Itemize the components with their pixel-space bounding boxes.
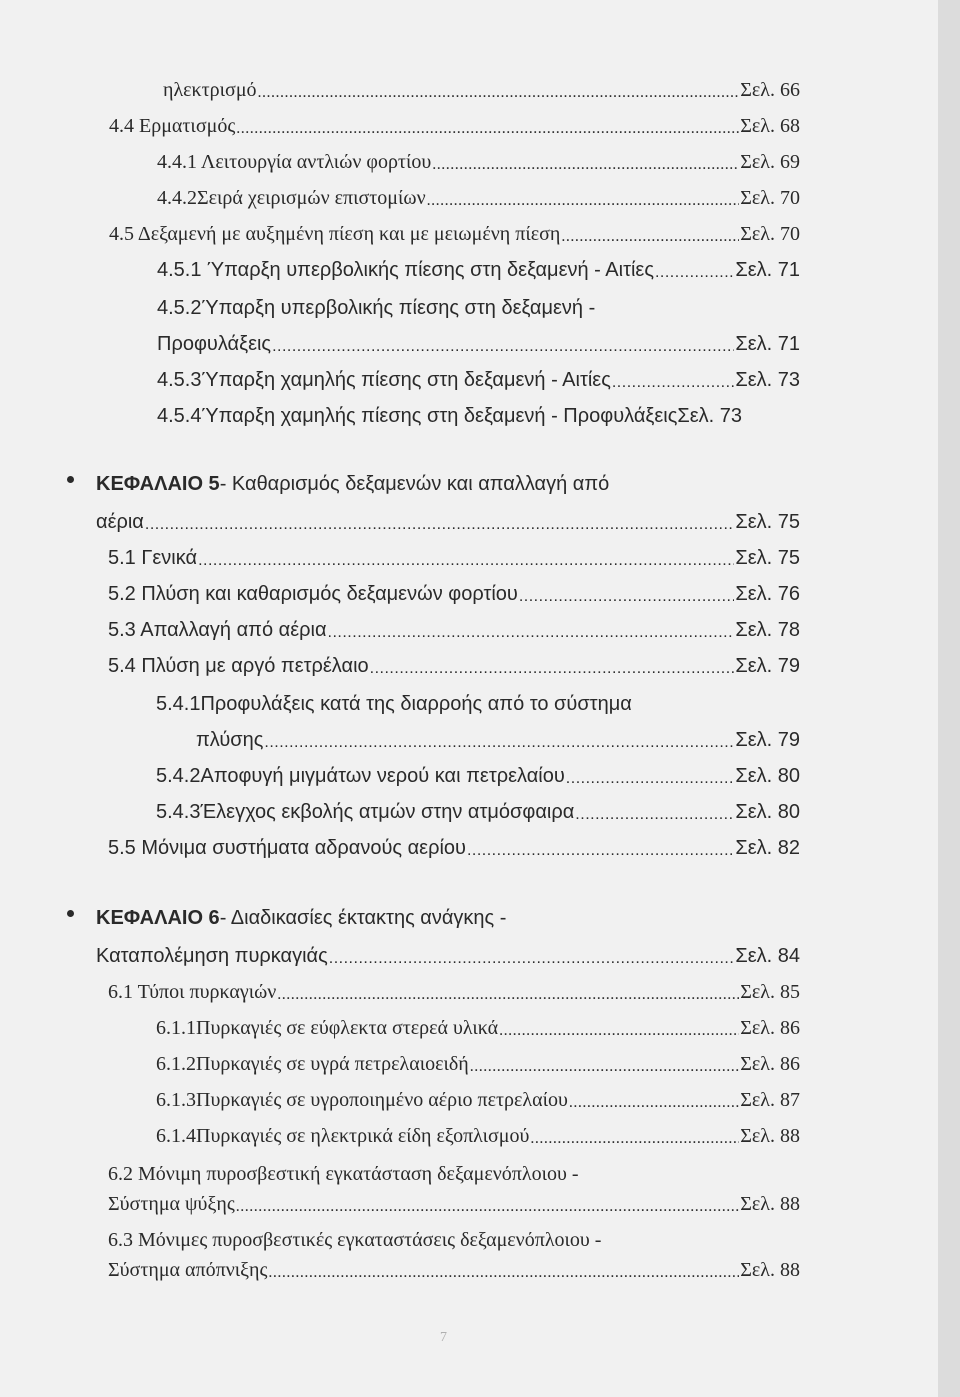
page-number: 7 xyxy=(440,1330,447,1345)
toc-leader-dots xyxy=(236,1192,740,1216)
toc-entry-title: 4.5.3Ύπαρξη χαμηλής πίεσης στη δεξαμενή - Αιτίες xyxy=(157,369,611,391)
chapter-heading xyxy=(96,894,800,930)
toc-entry xyxy=(109,210,800,246)
toc-entry-page: Σελ. 70 xyxy=(740,223,800,245)
toc-entry xyxy=(108,606,800,642)
toc-entry xyxy=(108,570,800,606)
toc-entry-title: 5.4.1Προφυλάξεις κατά της διαρροής από το σύστημα xyxy=(156,693,632,715)
toc-entry-title: 6.1.4Πυρκαγιές σε ηλεκτρικά είδη εξοπλισμού xyxy=(156,1125,530,1147)
chapter-label: ΚΕΦΑΛΑΙΟ 6 xyxy=(96,907,220,929)
toc-entry-title: 5.1 Γενικά xyxy=(108,547,198,569)
toc-leader-dots xyxy=(569,1088,739,1112)
toc-entry-title: 6.2 Μόνιμη πυροσβεστική εγκατάσταση δεξαμενόπλοιου - xyxy=(108,1163,579,1185)
toc-leader-dots xyxy=(612,368,735,392)
toc-leader-dots xyxy=(370,654,735,678)
toc-entry-page: Σελ. 87 xyxy=(740,1089,800,1111)
toc-entry-title: 6.3 Μόνιμες πυροσβεστικές εγκαταστάσεις δεξαμενόπλοιου - xyxy=(108,1229,602,1251)
toc-leader-dots xyxy=(328,618,735,642)
toc-entry xyxy=(156,788,800,824)
toc-entry-title: 4.5.1 Ύπαρξη υπερβολικής πίεσης στη δεξαμενή - Αιτίες xyxy=(157,259,654,281)
toc-entry xyxy=(108,968,800,1004)
toc-entry-page: Σελ. 75 xyxy=(735,547,800,569)
toc-entry-page: Σελ. 75 xyxy=(735,511,800,533)
toc-entry-title: 6.1.3Πυρκαγιές σε υγροποιημένο αέριο πετρελαίου xyxy=(156,1089,568,1111)
chapter-title: - Καθαρισμός δεξαμενών και απαλλαγή από xyxy=(219,473,610,495)
toc-entry xyxy=(157,138,800,174)
toc-entry xyxy=(157,174,800,210)
toc-entry-page: Σελ. 86 xyxy=(740,1053,800,1075)
toc-entry-title: 5.4.3Έλεγχος εκβολής ατμών στην ατμόσφαιρα xyxy=(156,801,575,823)
toc-entry-title: 4.5.2Ύπαρξη υπερβολικής πίεσης στη δεξαμενή - xyxy=(157,297,596,319)
toc-entry-title: 5.5 Μόνιμα συστήματα αδρανούς αερίου xyxy=(108,837,466,859)
toc-entry-page: Σελ. 84 xyxy=(735,945,800,967)
toc-entry-page: Σελ. 66 xyxy=(740,79,800,101)
toc-leader-dots xyxy=(655,258,734,282)
toc-leader-dots xyxy=(432,150,739,174)
toc-entry-title: 5.4.2Αποφυγή μιγμάτων νερού και πετρελαίου xyxy=(156,765,565,787)
toc-leader-dots xyxy=(329,944,735,968)
chapter-title: - Διαδικασίες έκτακτης ανάγκης - xyxy=(219,907,507,929)
toc-entry-title: 6.1.1Πυρκαγιές σε εύφλεκτα στερεά υλικά xyxy=(156,1017,499,1039)
toc-entry xyxy=(196,716,800,752)
toc-leader-dots xyxy=(427,186,740,210)
toc-entry-page: Σελ. 70 xyxy=(740,187,800,209)
toc-entry-title: 4.4 Ερματισμός xyxy=(109,115,236,137)
toc-leader-dots xyxy=(499,1016,739,1040)
toc-entry-title: 4.5.4Ύπαρξη χαμηλής πίεσης στη δεξαμενή - Προφυλάξεις xyxy=(157,405,678,427)
chapter-heading xyxy=(96,460,800,496)
toc-entry-title: 4.5 Δεξαμενή με αυξημένη πίεση και με μειωμένη πίεση xyxy=(109,223,561,245)
toc-entry xyxy=(156,680,800,716)
toc-entry xyxy=(108,642,800,678)
toc-entry-title: 5.4 Πλύση με αργό πετρέλαιο xyxy=(108,655,369,677)
toc-entry-page: Σελ. 80 xyxy=(735,801,800,823)
toc-entry xyxy=(108,534,800,570)
toc-entry xyxy=(108,1246,800,1282)
toc-entry-page: Σελ. 88 xyxy=(740,1125,800,1147)
toc-entry-title: 5.2 Πλύση και καθαρισμός δεξαμενών φορτίου xyxy=(108,583,518,605)
toc-entry xyxy=(96,932,800,968)
toc-leader-dots xyxy=(264,728,734,752)
toc-entry xyxy=(108,1180,800,1216)
toc-entry xyxy=(157,392,800,428)
toc-entry-title: Καταπολέμηση πυρκαγιάς xyxy=(96,945,328,967)
toc-entry xyxy=(108,824,800,860)
toc-entry xyxy=(157,320,800,356)
toc-entry-title: Προφυλάξεις xyxy=(157,333,272,355)
toc-entry-title: αέρια xyxy=(96,511,144,533)
toc-entry-page: Σελ. 69 xyxy=(740,151,800,173)
toc-entry-page: Σελ. 79 xyxy=(735,655,800,677)
toc-entry-page: Σελ. 79 xyxy=(735,729,800,751)
toc-entry-page: Σελ. 85 xyxy=(740,981,800,1003)
toc-leader-dots xyxy=(467,836,734,860)
toc-leader-dots xyxy=(198,546,734,570)
page-edge xyxy=(938,0,960,1397)
toc-leader-dots xyxy=(268,1258,739,1282)
toc-leader-dots xyxy=(272,332,734,356)
toc-entry-title: 6.1 Τύποι πυρκαγιών xyxy=(108,981,277,1003)
toc-entry-title: 5.3 Απαλλαγή από αέρια xyxy=(108,619,327,641)
toc-entry-title: 4.4.2Σειρά χειρισμών επιστομίων xyxy=(157,187,426,209)
toc-entry xyxy=(157,284,800,320)
toc-leader-dots xyxy=(566,764,735,788)
toc-leader-dots xyxy=(470,1052,739,1076)
toc-entry-title: 4.4.1 Λειτουργία αντλιών φορτίου xyxy=(157,151,432,173)
toc-leader-dots xyxy=(530,1124,739,1148)
toc-entry xyxy=(156,1040,800,1076)
toc-entry xyxy=(156,1112,800,1148)
toc-entry-page: Σελ. 82 xyxy=(735,837,800,859)
toc-entry-page: Σελ. 68 xyxy=(740,115,800,137)
toc-entry-title: 6.1.2Πυρκαγιές σε υγρά πετρελαιοειδή xyxy=(156,1053,469,1075)
toc-entry-page: Σελ. 86 xyxy=(740,1017,800,1039)
toc-leader-dots xyxy=(277,980,739,1004)
toc-entry xyxy=(156,1004,800,1040)
toc-leader-dots xyxy=(145,510,734,534)
toc-entry-title: ηλεκτρισμό xyxy=(163,79,257,101)
toc-entry-title: Σύστημα απόπνιξης xyxy=(108,1259,268,1281)
toc-entry-page: Σελ. 73 xyxy=(735,369,800,391)
toc-entry-page: Σελ. 71 xyxy=(735,333,800,355)
toc-entry xyxy=(156,752,800,788)
toc-entry-page: Σελ. 73 xyxy=(677,405,742,427)
toc-leader-dots xyxy=(236,114,739,138)
toc-leader-dots xyxy=(258,78,740,102)
bullet-icon xyxy=(67,476,74,483)
toc-entry-page: Σελ. 88 xyxy=(740,1259,800,1281)
toc-entry-title: πλύσης xyxy=(196,729,264,751)
toc-entry-page: Σελ. 71 xyxy=(735,259,800,281)
toc-entry xyxy=(109,102,800,138)
toc-entry xyxy=(163,66,800,102)
chapter-label: ΚΕΦΑΛΑΙΟ 5 xyxy=(96,473,220,495)
toc-entry-page: Σελ. 78 xyxy=(735,619,800,641)
toc-entry-page: Σελ. 76 xyxy=(735,583,800,605)
toc-entry-page: Σελ. 80 xyxy=(735,765,800,787)
toc-entry xyxy=(157,246,800,282)
toc-leader-dots xyxy=(575,800,734,824)
toc-entry-page: Σελ. 88 xyxy=(740,1193,800,1215)
toc-entry xyxy=(156,1076,800,1112)
toc-leader-dots xyxy=(519,582,735,606)
toc-entry-title: Σύστημα ψύξης xyxy=(108,1193,235,1215)
bullet-icon xyxy=(67,910,74,917)
toc-leader-dots xyxy=(561,222,739,246)
toc-entry xyxy=(96,498,800,534)
toc-entry xyxy=(157,356,800,392)
